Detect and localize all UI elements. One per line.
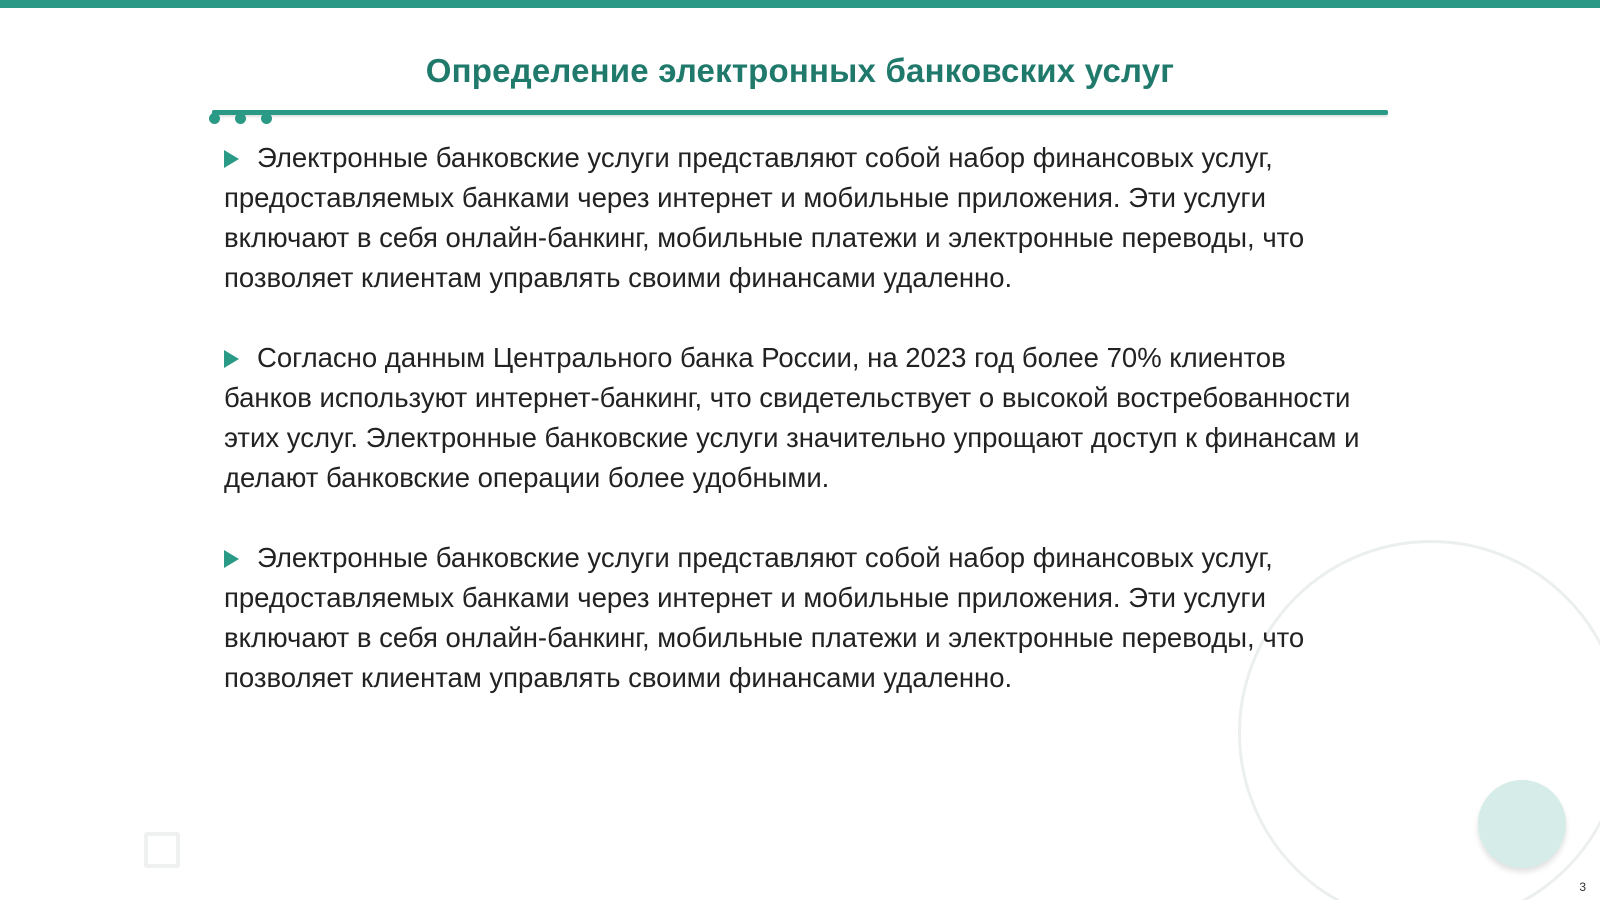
bullet-item: [224, 538, 1374, 698]
title-underline-dot: [261, 113, 272, 124]
triangle-right-icon: [224, 150, 239, 168]
slide-title: Определение электронных банковских услуг: [425, 52, 1175, 89]
decorative-circle: [1478, 780, 1566, 868]
title-underline: [212, 110, 1388, 115]
bullet-text: Электронные банковские услуги представляют собой набор финансовых услуг, предоставляемых банками через интернет и мобильные приложения. Эти услуги включают в себя онлайн-банкинг, мобильные платежи и электронные переводы, что позволяет клиентам управлять своими финансами удаленно.: [224, 542, 1305, 693]
bullet-item: [224, 138, 1374, 298]
triangle-right-icon: [224, 350, 239, 368]
decorative-square: [144, 832, 180, 868]
bullet-list: [224, 138, 1374, 738]
title-underline-dot: [235, 113, 246, 124]
triangle-right-icon: [224, 550, 239, 568]
bullet-text: Согласно данным Центрального банка России, на 2023 год более 70% клиентов банков используют интернет-банкинг, что свидетельствует о высокой востребованности этих услуг. Электронные банковские услуги значительно упрощают доступ к финансам и делают банковские операции более удобными.: [224, 342, 1360, 493]
page-number: 3: [1579, 880, 1586, 894]
bullet-item: [224, 338, 1374, 498]
title-underline-dot: [209, 113, 220, 124]
bullet-text: Электронные банковские услуги представляют собой набор финансовых услуг, предоставляемых банками через интернет и мобильные приложения. Эти услуги включают в себя онлайн-банкинг, мобильные платежи и электронные переводы, что позволяет клиентам управлять своими финансами удаленно.: [224, 142, 1305, 293]
top-accent-bar: [0, 0, 1600, 8]
